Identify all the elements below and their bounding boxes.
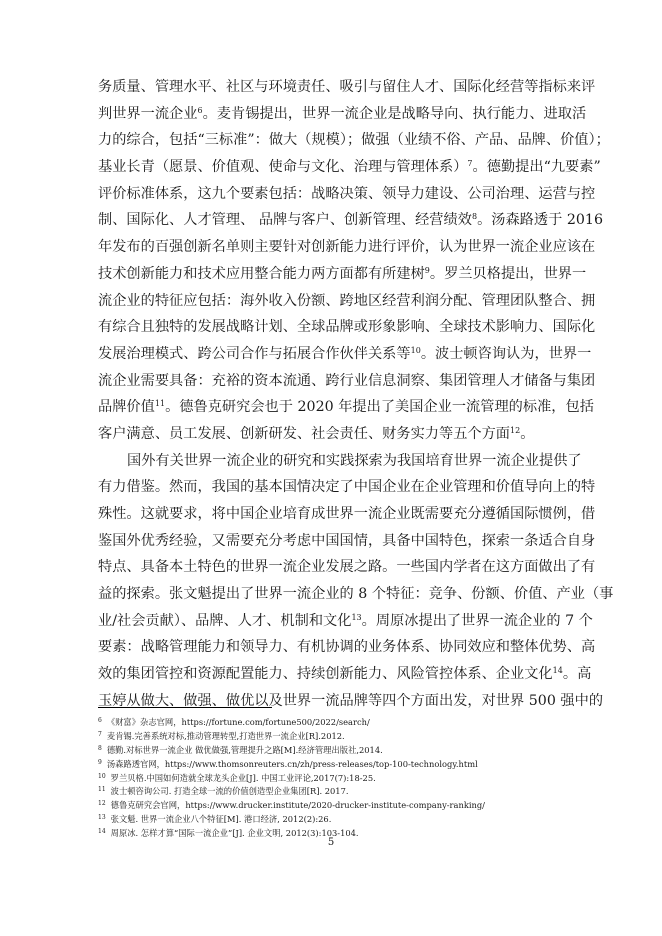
text-line: 益的探索。张文魁提出了世界一流企业的 8 个特征：竞争、份额、价值、产业（事 <box>98 586 614 603</box>
footnote-item <box>98 742 578 756</box>
footnote-ref: 10 <box>410 345 421 355</box>
footnote-text: 汤森路透官网，https://www.thomsonreuters.cn/zh/press-releases/top-100-technology.html <box>106 758 478 769</box>
footnote-number: 13 <box>98 814 106 822</box>
footnote-ref: 13 <box>351 612 362 622</box>
text-line: 特点、具备本土特色的世界一流企业发展之路。一些国内学者在这方面做出了有 <box>98 559 596 576</box>
footnote-text: 德鲁克研究会官网，https://www.drucker.institute/2020-drucker-institute-company-ranking/ <box>110 800 485 811</box>
footnote-item <box>98 783 578 797</box>
footnote-ref: 6 <box>197 105 203 115</box>
text-line: 业/社会贡献）、品牌、人才、机制和文化$^{13}$。周原冰提出了世界一流企业的 7 个 <box>98 612 593 629</box>
footnote-text: 周原冰. 怎样才算“国际一流企业”[J]. 企业文明, 2012(3):103-104. <box>110 828 359 839</box>
footnote-item <box>98 728 578 742</box>
text-line: 力的综合，包括“三标准”：做大（规模）；做强（业绩不俗、产品、品牌、价值）； <box>98 132 610 149</box>
footnote-number: 7 <box>98 730 102 738</box>
footnotes <box>98 714 578 839</box>
footnote-item <box>98 714 578 728</box>
footnote-divider <box>98 707 272 708</box>
text-line: 玉婷从做大、做强、做优以及世界一流品牌等四个方面出发，对世界 500 强中的 <box>98 692 604 709</box>
footnote-text: 罗兰贝格.中国如何造就全球龙头企业[J]. 中国工业评论,2017(7):18-25. <box>110 772 376 783</box>
text-line: 客户满意、员工发展、创新研发、社会责任、财务实力等五个方面$^{12}$。 <box>98 425 535 442</box>
footnote-number: 12 <box>98 800 106 808</box>
text-line: 年发布的百强创新名单则主要针对创新能力进行评价，认为世界一流企业应该在 <box>98 239 596 256</box>
text-line: 流企业需要具备：充裕的资本流通、跨行业信息洞察、集团管理人才储备与集团 <box>98 372 596 389</box>
text-line: 有力借鉴。然而，我国的基本国情决定了中国企业在企业管理和价值导向上的特 <box>98 479 596 496</box>
text-line: 流企业的特征应包括：海外收入份额、跨地区经营利润分配、管理团队整合、拥 <box>98 292 596 309</box>
text-line: 鉴国外优秀经验，又需要充分考虑中国国情，具备中国特色，探索一条适合自身 <box>98 532 596 549</box>
footnote-number: 9 <box>98 758 102 766</box>
footnote-number: 11 <box>98 786 106 794</box>
footnote-item <box>98 770 578 784</box>
footnote-text: 德勤.对标世界一流企业 做优做强,管理提升之路[M].经济管理出版社,2014. <box>106 744 383 755</box>
footnote-ref: 12 <box>510 425 521 435</box>
footnote-text: 张文魁. 世界一流企业八个特征[M]. 港口经济, 2012(2):26. <box>110 814 332 825</box>
footnote-ref: 9 <box>424 265 430 275</box>
text-line: 技术创新能力和技术应用整合能力两方面都有所建树$^9$。罗兰贝格提出，世界一 <box>98 265 587 282</box>
text-line: 基业长青（愿景、价值观、使命与文化、治理与管理体系）$^7$。德勤提出“九要素” <box>98 159 601 176</box>
footnote-number: 6 <box>98 717 102 724</box>
text-line: 国外有关世界一流企业的研究和实践探索为我国培育世界一流企业提供了 <box>127 452 582 469</box>
text-line: 品牌价值$^{11}$。德鲁克研究会也于 2020 年提出了美国企业一流管理的标准，包括 <box>98 399 594 416</box>
footnote-text: 波士顿咨询公司. 打造全球一流的价值创造型企业集团[R]. 2017. <box>110 786 349 797</box>
footnote-item <box>98 811 578 825</box>
text-line: 评价标准体系，这九个要素包括：战略决策、领导力建设、公司治理、运营与控 <box>98 185 596 202</box>
footnote-text: 麦肯锡.完善系统对标,推动管理转型,打造世界一流企业[R].2012. <box>106 730 345 741</box>
footnote-number: 8 <box>98 744 102 752</box>
footnote-item <box>98 797 578 811</box>
paragraph-2 <box>98 448 614 715</box>
footnote-ref: 8 <box>471 212 478 222</box>
text-line: 有综合且独特的发展战略计划、全球品牌或形象影响、全球技术影响力、国际化 <box>98 319 596 336</box>
paragraph-1 <box>98 74 610 448</box>
text-line: 判世界一流企业$^6$。麦肯锡提出，世界一流企业是战略导向、执行能力、进取活 <box>98 105 587 122</box>
footnote-number: 14 <box>98 828 106 836</box>
text-line: 发展治理模式、跨公司合作与拓展合作伙伴关系等$^{10}$。波士顿咨询认为，世界一 <box>98 345 592 362</box>
footnote-number: 10 <box>98 772 106 780</box>
text-line: 制、国际化、人才管理、 品牌与客户、创新管理、经营绩效$^8$。汤森路透于 2016 <box>98 212 604 229</box>
footnote-ref: 11 <box>154 399 166 409</box>
text-line: 要素：战略管理能力和领导力、有机协调的业务体系、协同效应和整体优势、高 <box>98 639 596 656</box>
text-line: 殊性。这就要求，将中国企业培育成世界一流企业既需要充分遵循国际惯例，借 <box>98 506 596 522</box>
footnote-item <box>98 756 578 770</box>
footnote-text: 《财富》杂志官网，https://fortune.com/fortune500/2022/search/ <box>106 717 370 727</box>
body-text <box>98 74 614 715</box>
page-number: 5 <box>327 837 335 848</box>
footnote-ref: 7 <box>467 159 473 169</box>
footnote-ref: 14 <box>552 666 563 676</box>
text-line: 务质量、管理水平、社区与环境责任、吸引与留住人才、国际化经营等指标来评 <box>98 79 596 95</box>
text-line: 效的集团管控和资源配置能力、持续创新能力、风险管控体系、企业文化$^{14}$。高 <box>98 666 592 683</box>
